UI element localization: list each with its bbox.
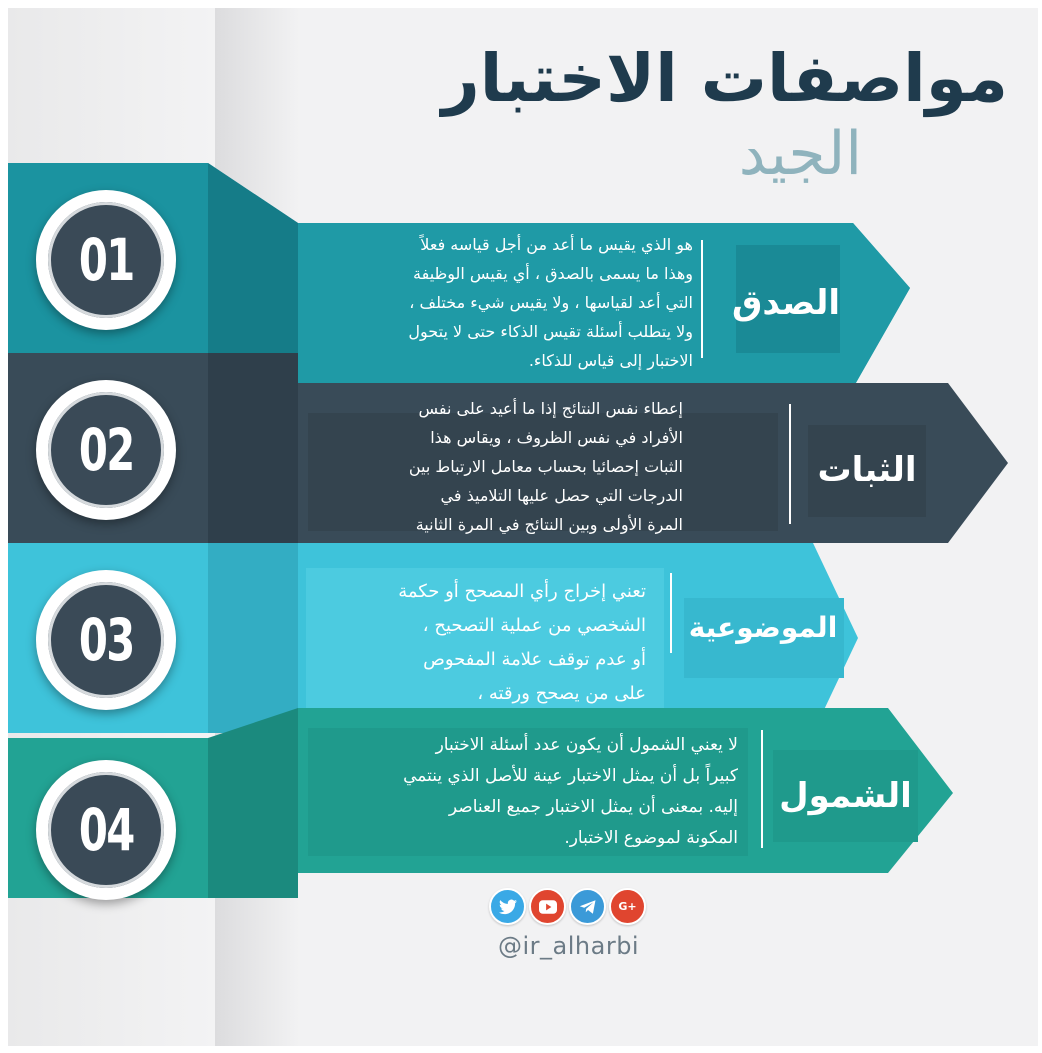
item-description-02 <box>323 394 683 539</box>
description-line: التي أعد لقياسها ، ولا يقيس شيء مختلف ، <box>409 293 693 312</box>
description-line: الاختبار إلى قياس للذكاء. <box>528 351 693 370</box>
divider-03 <box>670 573 672 653</box>
description-line: على من يصحح ورقته ، <box>477 683 646 704</box>
social-handle[interactable]: @ir_alharbi <box>498 932 640 960</box>
item-label-01: الصدق <box>732 283 840 323</box>
description-line: إليه. بمعنى أن يمثل الاختبار جميع العناصر <box>448 797 738 817</box>
google-plus-icon[interactable] <box>609 888 646 925</box>
description-line: لا يعني الشمول أن يكون عدد أسئلة الاختبار <box>435 735 738 755</box>
item-label-02: الثبات <box>817 450 917 490</box>
divider-04 <box>761 730 763 848</box>
description-line: المرة الأولى وبين النتائج في المرة الثانية <box>415 515 683 534</box>
number-badge-01 <box>36 190 176 330</box>
youtube-icon[interactable] <box>529 888 566 925</box>
item-description-01 <box>313 230 693 375</box>
number-badge-03 <box>36 570 176 710</box>
number-badge-02 <box>36 380 176 520</box>
google-plus-text: G+ <box>618 900 637 913</box>
badge-number: 02 <box>78 416 134 484</box>
page-title: مواصفات الاختبار <box>441 40 1008 117</box>
description-line: الثبات إحصائيا بحساب معامل الارتباط بين <box>408 457 683 476</box>
description-line: ولا يتطلب أسئلة تقيس الذكاء حتى لا يتحول <box>408 322 693 341</box>
badge-number: 03 <box>78 606 134 674</box>
badge-number: 04 <box>78 796 134 864</box>
description-line: كبيراً بل أن يمثل الاختبار عينة للأصل الذي ينتمي <box>403 766 738 786</box>
item-description-03 <box>316 575 646 711</box>
item-description-04 <box>298 730 738 854</box>
badge-number: 01 <box>78 226 134 294</box>
description-line: الشخصي من عملية التصحيح ، <box>422 615 646 636</box>
item-label-04: الشمول <box>779 776 912 816</box>
item-label-03: الموضوعية <box>688 611 838 644</box>
description-line: وهذا ما يسمى بالصدق ، أي يقيس الوظيفة <box>413 264 693 283</box>
infographic <box>8 8 1038 1046</box>
description-line: الأفراد في نفس الظروف ، ويقاس هذا <box>430 428 683 447</box>
description-line: أو عدم توقف علامة المفحوص <box>423 649 646 670</box>
description-line: المكونة لموضوع الاختبار. <box>564 828 738 848</box>
social-icons <box>489 888 646 928</box>
description-line: إعطاء نفس النتائج إذا ما أعيد على نفس <box>418 399 683 418</box>
number-badge-04 <box>36 760 176 900</box>
page-subtitle: الجيد <box>738 119 862 189</box>
twitter-icon[interactable] <box>489 888 526 925</box>
description-line: الدرجات التي حصل عليها التلاميذ في <box>440 486 683 505</box>
telegram-icon[interactable] <box>569 888 606 925</box>
divider-02 <box>789 404 791 524</box>
description-line: تعني إخراج رأي المصحح أو حكمة <box>398 581 646 602</box>
description-line: هو الذي يقيس ما أعد من أجل قياسه فعلاً <box>420 235 693 254</box>
divider-01 <box>701 240 703 358</box>
